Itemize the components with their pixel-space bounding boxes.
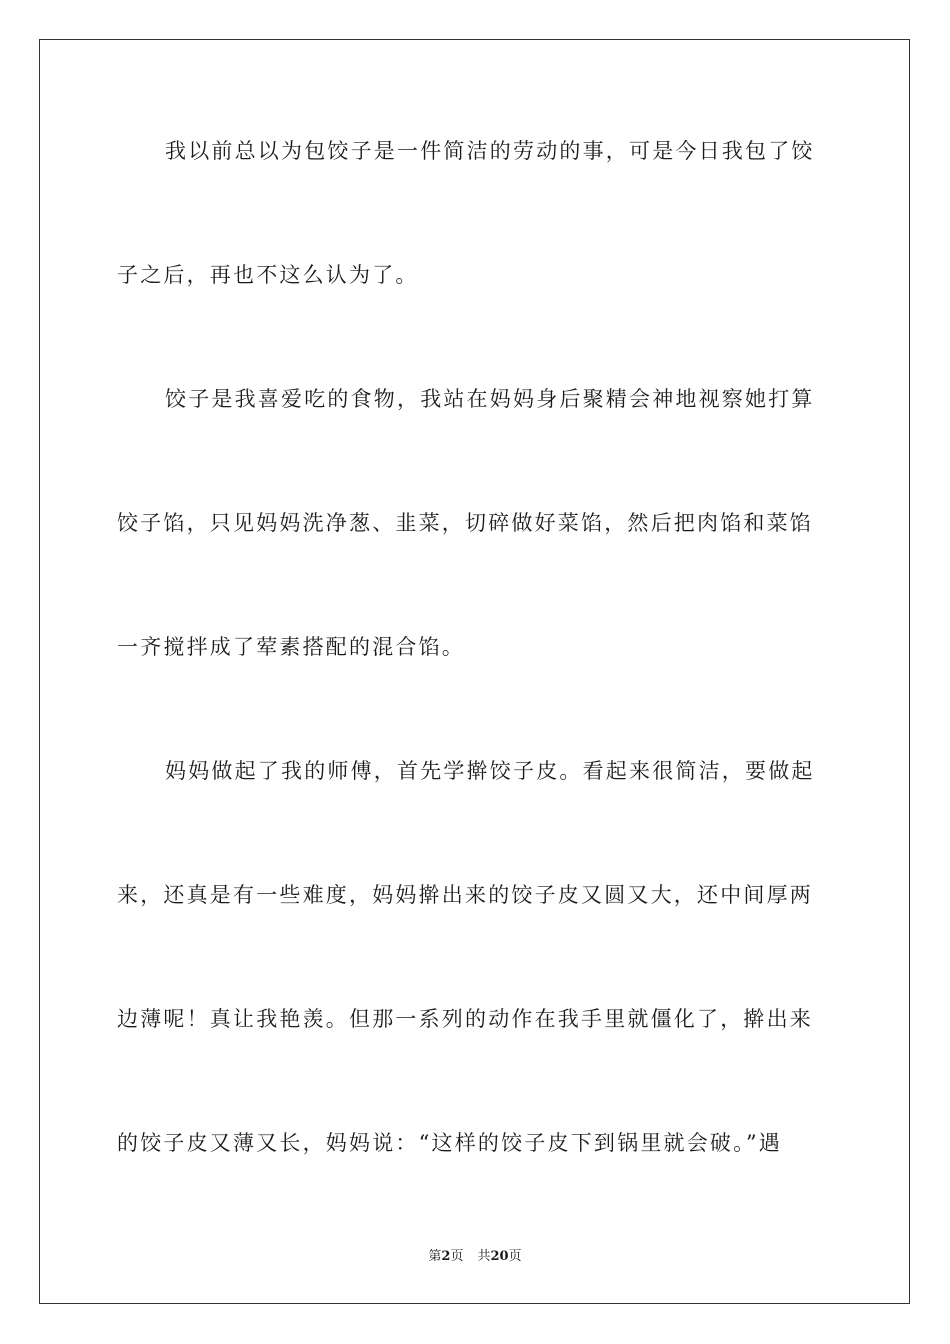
text-line: 我以前总以为包饺子是一件简洁的劳动的事，可是今日我包了饺 (165, 139, 815, 163)
page-suffix: 页 (450, 1249, 464, 1264)
text-line: 边薄呢！真让我艳羡。但那一系列的动作在我手里就僵化了，擀出来 (117, 1007, 813, 1031)
page-footer (0, 1248, 950, 1266)
text-line: 饺子是我喜爱吃的食物，我站在妈妈身后聚精会神地视察她打算 (165, 387, 815, 411)
total-prefix: 共 (477, 1249, 491, 1264)
text-line: 饺子馅，只见妈妈洗净葱、韭菜，切碎做好菜馅，然后把肉馅和菜馅 (117, 511, 813, 535)
text-line: 一齐搅拌成了荤素搭配的混合馅。 (117, 635, 465, 659)
text-line: 妈妈做起了我的师傅，首先学擀饺子皮。看起来很简洁，要做起 (165, 759, 815, 783)
text-line: 子之后，再也不这么认为了。 (117, 263, 419, 287)
page-prefix: 第 (428, 1249, 442, 1264)
total-suffix: 页 (508, 1249, 522, 1264)
text-line: 的饺子皮又薄又长，妈妈说：“这样的饺子皮下到锅里就会破。”遇 (117, 1131, 782, 1155)
page-number: 2 (441, 1249, 451, 1264)
text-line: 来，还真是有一些难度，妈妈擀出来的饺子皮又圆又大，还中间厚两 (117, 883, 813, 907)
page-border (39, 39, 910, 1304)
total-pages: 20 (490, 1249, 509, 1264)
